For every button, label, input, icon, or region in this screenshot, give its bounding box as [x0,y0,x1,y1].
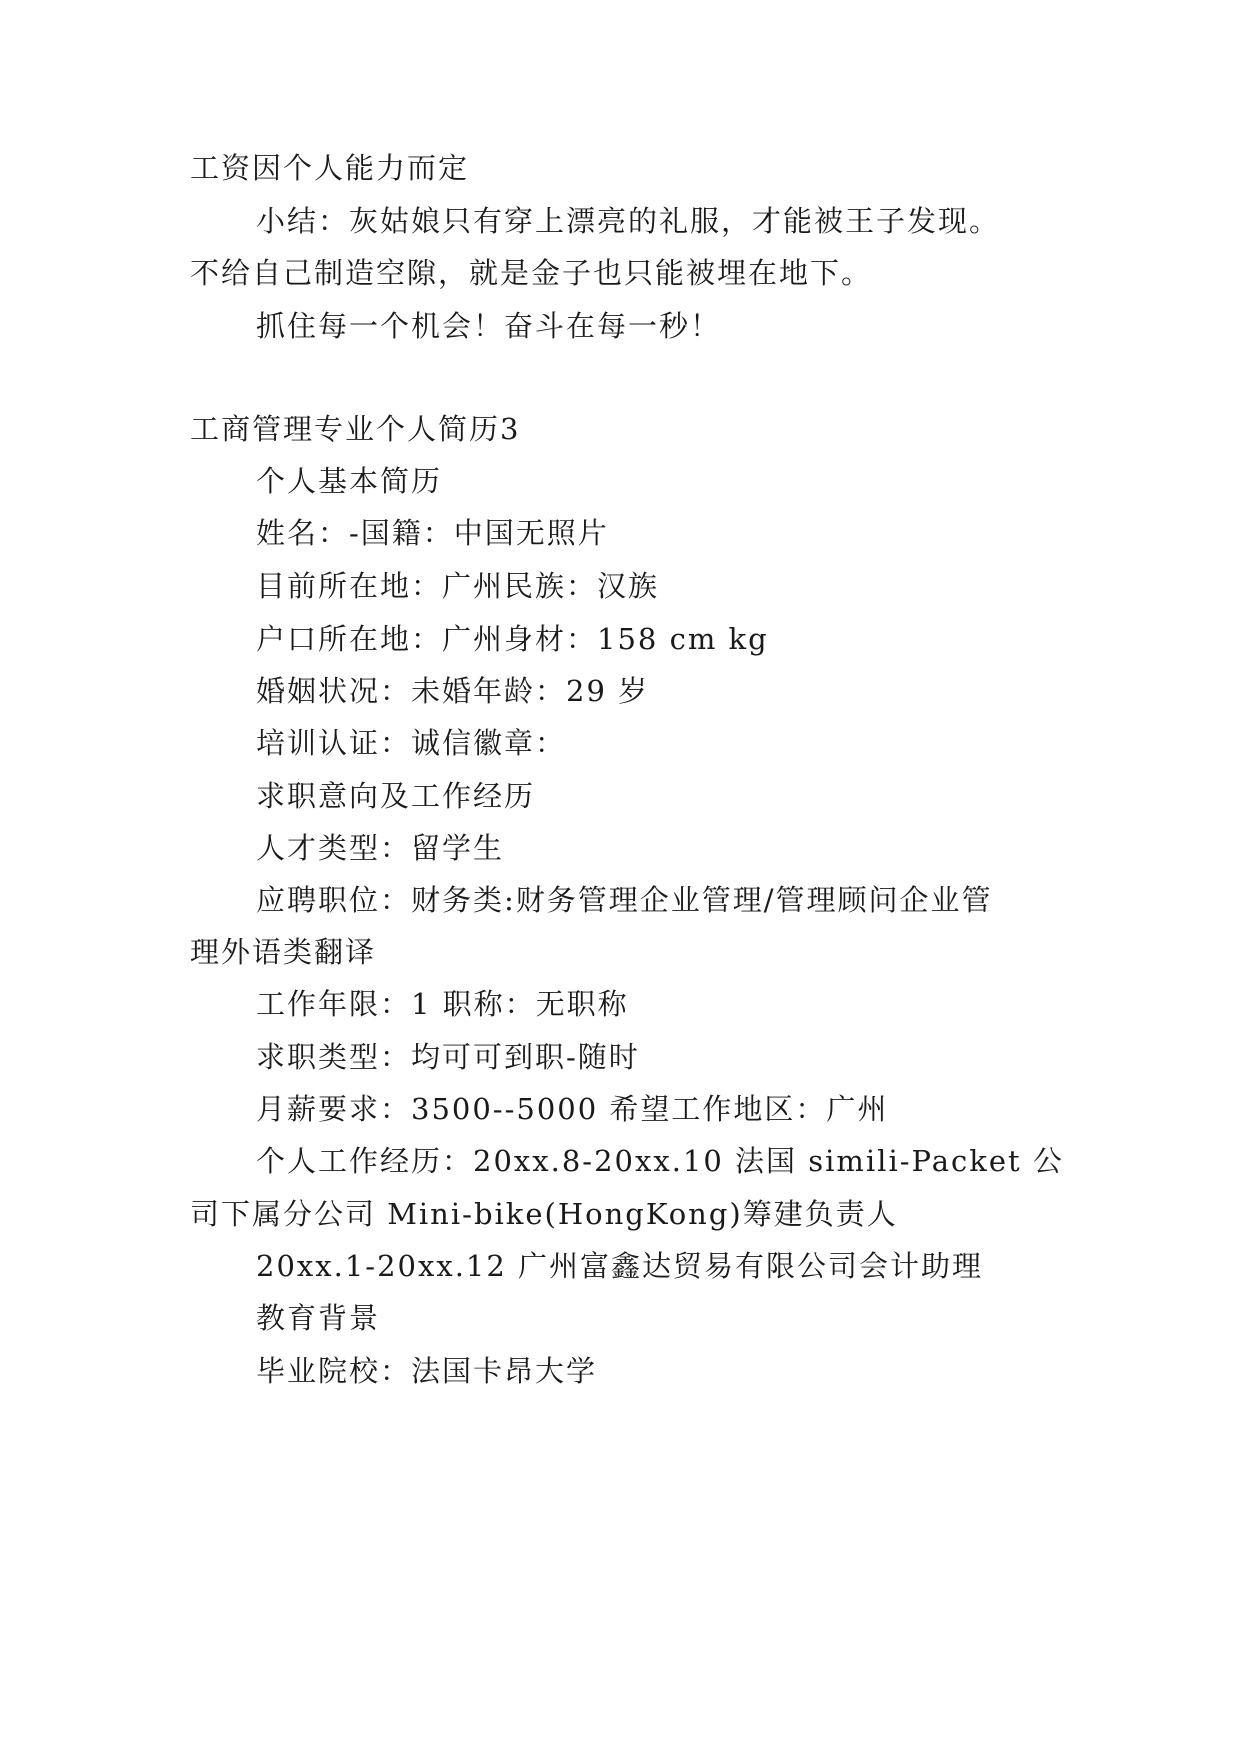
resume-line-name: 姓名：-国籍：中国无照片 [256,516,609,550]
resume-line-salary: 月薪要求：3500--5000 希望工作地区：广州 [256,1092,889,1126]
resume-line-household: 户口所在地：广州身材：158 cm kg [256,622,769,656]
resume-heading-basic: 个人基本简历 [256,464,443,498]
text-line-salary-note: 工资因个人能力而定 [190,151,470,185]
resume-line-marital: 婚姻状况：未婚年龄：29 岁 [256,674,650,708]
resume-heading-education: 教育背景 [256,1301,381,1335]
text-line-summary-cont: 不给自己制造空隙，就是金子也只能被埋在地下。 [190,256,873,290]
resume-line-certification: 培训认证：诚信徽章： [256,726,567,760]
text-line-motto: 抓住每一个机会！奋斗在每一秒！ [256,309,722,343]
resume-line-experience: 个人工作经历：20xx.8-20xx.10 法国 simili-Packet 公 [256,1144,1064,1178]
resume-line-school: 毕业院校：法国卡昂大学 [256,1354,598,1388]
resume-line-location: 目前所在地：广州民族：汉族 [256,569,660,603]
resume-line-experience-cont: 司下属分公司 Mini-bike(HongKong)筹建负责人 [190,1197,898,1231]
text-line-summary: 小结：灰姑娘只有穿上漂亮的礼服，才能被王子发现。 [256,204,1001,238]
resume-line-position: 应聘职位：财务类:财务管理企业管理/管理顾问企业管 [256,883,993,917]
resume-line-work-years: 工作年限：1 职称：无职称 [256,987,629,1021]
resume-line-experience-2: 20xx.1-20xx.12 广州富鑫达贸易有限公司会计助理 [256,1249,984,1283]
resume-line-job-type: 求职类型：均可可到职-随时 [256,1040,640,1074]
section-title: 工商管理专业个人简历3 [190,412,521,446]
resume-line-talent-type: 人才类型：留学生 [256,831,505,865]
resume-line-position-cont: 理外语类翻译 [190,935,377,969]
resume-heading-intent: 求职意向及工作经历 [256,779,536,813]
